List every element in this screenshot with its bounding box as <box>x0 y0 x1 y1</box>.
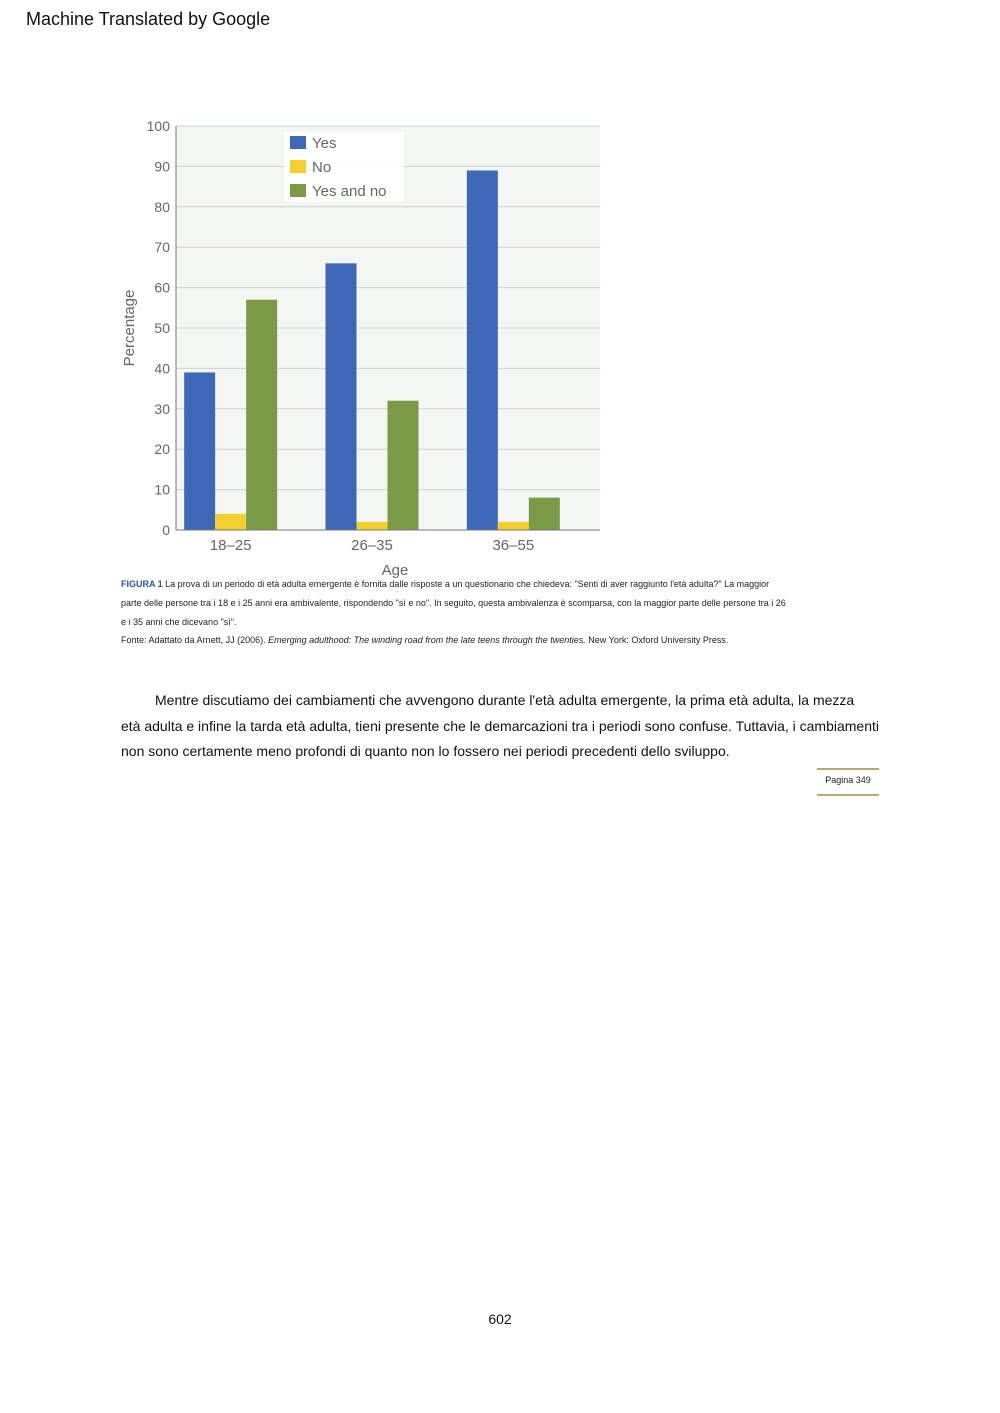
bar-chart <box>118 112 618 580</box>
legend-label: Yes and no <box>312 183 387 200</box>
source-title: Emerging adulthood: The winding road from the late teens through the twenties. <box>268 635 586 645</box>
legend-label: No <box>312 159 332 176</box>
caption-line-2: parte delle persone tra i 18 e i 25 anni era ambivalente, rispondendo "sì e no". In seguito, questa ambivalenza è scomparsa, con la maggior parte delle persone tra i 26 <box>121 598 786 608</box>
bar-yes <box>184 372 215 530</box>
bar-yes <box>467 170 498 530</box>
x-axis-label: Age <box>381 562 409 579</box>
caption-line-1 <box>121 575 851 594</box>
body-line-1: Mentre discutiamo dei cambiamenti che avvengono durante l'età adulta emergente, la prima età adulta, la mezza <box>155 692 855 708</box>
legend-label: Yes <box>312 135 337 152</box>
x-tick-label: 26–35 <box>351 537 393 554</box>
chart-legend <box>284 132 404 202</box>
x-tick-label: 36–55 <box>492 537 535 554</box>
y-tick-label: 70 <box>154 239 170 256</box>
body-line-2: età adulta e infine la tarda età adulta, tieni presente che le demarcazioni tra i periodi sono confuse. Tuttavia, i cambiamenti <box>121 717 880 734</box>
page-reference: Pagina 349 <box>817 768 879 796</box>
bar-yes <box>326 263 357 530</box>
bar-no <box>357 522 388 530</box>
body-line-3: non sono certamente meno profondi di quanto non lo fossero nei periodi precedenti dello sviluppo. <box>121 743 730 759</box>
bar-no <box>215 514 246 530</box>
figure-label: FIGURA 1 <box>121 579 163 589</box>
x-axis-ticks <box>210 537 534 554</box>
y-tick-label: 50 <box>154 320 170 336</box>
body-paragraph <box>121 688 891 765</box>
page-number: 602 <box>488 1311 512 1327</box>
y-axis-ticks <box>147 118 171 538</box>
bar-yes-and-no <box>529 498 560 530</box>
legend-swatch <box>290 184 306 197</box>
y-tick-label: 20 <box>154 441 170 458</box>
y-tick-label: 90 <box>154 158 170 175</box>
y-axis-label: Percentage <box>121 289 138 367</box>
chart-svg <box>118 112 618 580</box>
x-tick-label: 18–25 <box>209 537 252 554</box>
y-tick-label: 10 <box>154 481 170 498</box>
bar-no <box>498 522 529 530</box>
caption-line-3: e i 35 anni che dicevano "sì". <box>121 617 237 627</box>
bar-yes-and-no <box>246 300 277 530</box>
legend-swatch <box>290 160 306 173</box>
source-suffix: New York: Oxford University Press. <box>585 635 729 645</box>
source-prefix: Fonte: Adattato da Arnett, JJ (2006). <box>121 635 269 645</box>
bar-yes-and-no <box>388 401 419 530</box>
y-tick-label: 60 <box>154 279 170 296</box>
legend-swatch <box>290 136 306 149</box>
figure-source <box>121 635 728 645</box>
y-tick-label: 30 <box>154 400 170 417</box>
figure-caption <box>121 575 851 632</box>
y-tick-label: 80 <box>154 198 170 215</box>
caption-line-1-text: La prova di un periodo di età adulta emergente è fornita dalle risposte a un questionario che chiedeva: "Senti di aver raggiunto l'età adulta?" La maggior <box>162 579 770 589</box>
machine-translation-header: Machine Translated by Google <box>26 9 271 29</box>
y-tick-label: 100 <box>146 118 170 134</box>
y-tick-label: 0 <box>162 522 170 538</box>
y-tick-label: 40 <box>154 360 170 377</box>
